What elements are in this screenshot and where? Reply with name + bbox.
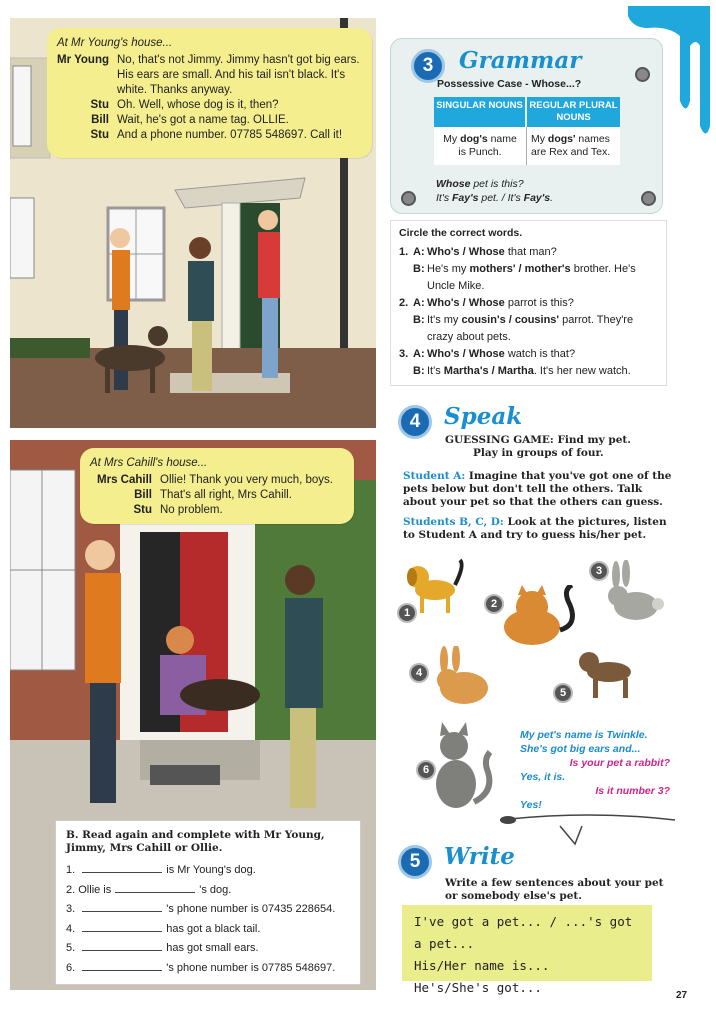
speech-tail-icon bbox=[500, 800, 680, 850]
write-model-box: I've got a pet... / ...'s got a pet... His/Her name is... He's/She's got... bbox=[402, 905, 652, 981]
students-bcd-instructions: Students B, C, D: Look at the pictures, listen to Student A and try to guess his/her pet. bbox=[403, 516, 667, 541]
dog-5-image bbox=[575, 646, 643, 702]
pet-number-badge: 1 bbox=[397, 603, 417, 623]
exercise-row: 4. has got a black tail. bbox=[66, 922, 261, 935]
table-cell: My dog's name is Punch. bbox=[434, 127, 527, 165]
section-number-badge: 3 bbox=[411, 49, 445, 83]
answer-blank[interactable] bbox=[82, 941, 162, 951]
grammar-box bbox=[390, 38, 663, 214]
cat-6-image bbox=[428, 722, 496, 814]
pet-number-badge: 5 bbox=[553, 683, 573, 703]
table-cell: My dogs' names are Rex and Tex. bbox=[531, 133, 611, 158]
dialogue-line: Mr Young No, that's not Jimmy. Jimmy hasn't got big ears. His ears are small. And his tail isn't black. It's white. Thanks anyway. bbox=[57, 54, 360, 96]
pin-icon bbox=[641, 191, 656, 206]
pet-number-badge: 3 bbox=[589, 561, 609, 581]
page-number: 27 bbox=[676, 990, 688, 1001]
scene-mr-young-house bbox=[10, 18, 376, 428]
dialogue-line: Stu And a phone number. 07785 548697. Call it! bbox=[90, 129, 343, 141]
exercise-row: 2. Ollie is 's dog. bbox=[66, 883, 232, 896]
question-line: 1. A: Who's / Whose that man? bbox=[399, 246, 557, 258]
answer-blank[interactable] bbox=[82, 863, 162, 873]
section-title: Write bbox=[444, 843, 515, 870]
scene-heading: At Mr Young's house... bbox=[57, 37, 173, 49]
dialogue-line: Bill That's all right, Mrs Cahill. bbox=[134, 489, 292, 501]
circle-exercise-title: Circle the correct words. bbox=[399, 227, 523, 239]
dialogue-bubble-2 bbox=[80, 448, 354, 524]
dialogue-line: Stu Oh. Well, whose dog is it, then? bbox=[90, 99, 279, 111]
section-number-badge: 4 bbox=[398, 405, 432, 439]
answer-blank[interactable] bbox=[82, 902, 162, 912]
exercise-b bbox=[55, 820, 361, 985]
answer-blank[interactable] bbox=[82, 922, 162, 932]
exercise-row: 5. has got small ears. bbox=[66, 942, 259, 954]
answer-blank[interactable] bbox=[115, 883, 195, 893]
section-title: Speak bbox=[444, 403, 523, 430]
exercise-b-title: B. Read again and complete with Mr Young, Jimmy, Mrs Cahill or Ollie. bbox=[66, 829, 325, 854]
exercise-row: 3. 's phone number is 07435 228654. bbox=[66, 903, 336, 915]
example-dialogue: My pet's name is Twinkle. She's got big ears and... Is your pet a rabbit? Yes, it is. Is it number 3? Yes! bbox=[520, 729, 670, 811]
circle-exercise bbox=[390, 220, 667, 386]
section-title: Grammar bbox=[459, 47, 582, 74]
question-line: 3. A: Who's / Whose watch is that? bbox=[399, 348, 576, 360]
cat-2-image bbox=[500, 585, 580, 647]
section-number-badge: 5 bbox=[398, 845, 432, 879]
answer-line: B: It's Martha's / Martha. It's her new watch. bbox=[413, 365, 631, 377]
scene-heading: At Mrs Cahill's house... bbox=[90, 457, 208, 469]
speak-game: GUESSING GAME: Find my pet. Play in groups of four. bbox=[445, 434, 631, 459]
answer-line: B: It's my cousin's / cousins' parrot. They're crazy about pets. bbox=[413, 314, 634, 343]
pin-icon bbox=[401, 191, 416, 206]
rabbit-4-image bbox=[428, 646, 494, 708]
pet-number-badge: 2 bbox=[484, 594, 504, 614]
table-header: SINGULAR NOUNS bbox=[434, 97, 527, 127]
write-instruction: Write a few sentences about your pet or somebody else's pet. bbox=[445, 877, 664, 902]
grammar-subtitle: Possessive Case - Whose...? bbox=[437, 78, 582, 90]
exercise-row: 6. 's phone number is 07785 548697. bbox=[66, 961, 336, 974]
dialogue-line: Stu No problem. bbox=[133, 504, 223, 516]
grammar-table bbox=[434, 97, 620, 165]
pet-number-badge: 4 bbox=[409, 663, 429, 683]
dialogue-bubble-1 bbox=[47, 28, 372, 158]
answer-line: B: He's my mothers' / mother's brother. He's Uncle Mike. bbox=[413, 263, 636, 292]
table-header: REGULAR PLURAL NOUNS bbox=[527, 97, 620, 127]
answer-blank[interactable] bbox=[82, 961, 162, 971]
pet-number-badge: 6 bbox=[416, 760, 436, 780]
question-line: 2. A: Who's / Whose parrot is this? bbox=[399, 297, 574, 309]
dialogue-line: Mrs Cahill Ollie! Thank you very much, boys. bbox=[97, 474, 333, 486]
pin-icon bbox=[635, 67, 650, 82]
grammar-example: Whose pet is this? It's Fay's pet. / It's Fay's. bbox=[436, 178, 554, 204]
student-a-instructions: Student A: Imagine that you've got one of the pets below but don't tell the others. Talk about your pet so that the others can guess. bbox=[403, 470, 672, 508]
dialogue-line: Bill Wait, he's got a name tag. OLLIE. bbox=[91, 114, 289, 126]
exercise-row: 1. is Mr Young's dog. bbox=[66, 864, 256, 876]
rabbit-3-image bbox=[600, 560, 666, 626]
